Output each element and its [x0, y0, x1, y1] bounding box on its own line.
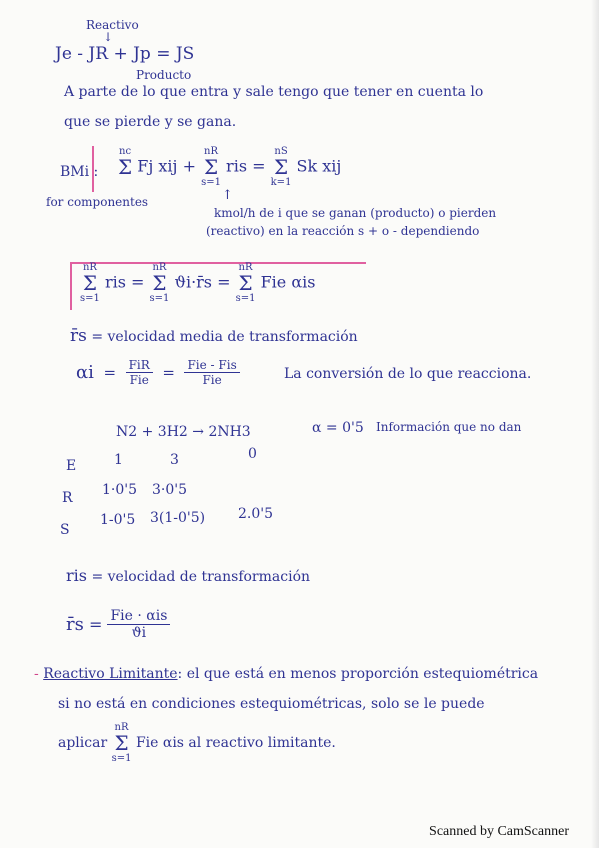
- bmi-plus: +: [182, 156, 196, 176]
- rate-term-1: ris: [104, 272, 126, 292]
- ris-definition: [66, 566, 310, 585]
- reaction-equation: N2 + 3H2 → 2NH3: [116, 424, 251, 440]
- paragraph-1-line-2: que se pierde y se gana.: [64, 114, 237, 130]
- bmi-equals: =: [252, 156, 266, 176]
- row-s-label: S: [60, 522, 70, 538]
- for-componentes-note: for componentes: [46, 195, 149, 209]
- row-e-c2: 3: [170, 452, 179, 468]
- reactivo-annotation: Reactivo: [86, 18, 139, 32]
- rate-term-2: ϑi·r̄s: [174, 272, 213, 292]
- ris-symbol: ris: [66, 566, 87, 585]
- row-r-c2: 3·0'5: [152, 482, 188, 498]
- down-arrow-icon: ↓: [103, 30, 114, 44]
- bmi-label: BMi :: [60, 164, 99, 180]
- row-e-label: E: [66, 458, 77, 474]
- bmi-note-line-2: (reactivo) en la reacción s + o - dependiendo: [206, 224, 480, 238]
- alpha-symbol: αi: [76, 362, 94, 383]
- reaction-info-note: Información que no dan: [376, 420, 522, 434]
- sum-1: nc Σ: [118, 146, 133, 179]
- rs-formula-symbol: r̄s: [66, 614, 84, 635]
- rate-equation: [80, 262, 315, 304]
- up-arrow-icon: ↑: [222, 188, 233, 203]
- reaction-alpha: α = 0'5: [312, 420, 364, 436]
- row-s-c2: 3(1-0'5): [150, 510, 206, 526]
- limitante-heading: Reactivo Limitante: [43, 666, 178, 682]
- scanner-watermark: Scanned by CamScanner: [429, 824, 569, 839]
- row-e-c3: 0: [248, 446, 257, 462]
- rate-eq-2: =: [217, 272, 231, 292]
- rs-formula-fraction: $\frac{\text{Fie · αis}}{ϑi}$: [107, 608, 170, 641]
- rate-sum-3: nR Σ s=1: [235, 262, 256, 304]
- row-r-label: R: [62, 490, 73, 506]
- alpha-definition: αi = $\frac{\text{FiR}}{\text{Fie}}$ = $\frac{\text{Fie - Fis}}{\text{Fie}}$: [76, 358, 240, 387]
- sum-2: nR Σ s=1: [201, 146, 221, 188]
- rs-definition-text: = velocidad media de transformación: [91, 329, 358, 345]
- page-edge-shadow: [591, 0, 599, 848]
- bmi-note-line-1: kmol/h de i que se ganan (producto) o pierden: [214, 206, 497, 220]
- limitante-aplicar: aplicar: [58, 735, 108, 751]
- row-s-c3: 2.0'5: [238, 506, 274, 522]
- limitante-line-2: si no está en condiciones estequiométricas, solo se le puede: [58, 696, 485, 712]
- limitante-line-3-rest: Fie αis al reactivo limitante.: [135, 735, 336, 751]
- sum-3: nS Σ k=1: [270, 146, 292, 188]
- balance-equation: Je - JR + Jp = JS: [55, 44, 195, 64]
- rate-eq-1: =: [131, 272, 145, 292]
- rate-sum-1: nR Σ s=1: [80, 262, 100, 304]
- row-e-c1: 1: [114, 452, 123, 468]
- rate-sum-2: nR Σ s=1: [149, 262, 170, 304]
- bmi-term-3: Sk xij: [296, 156, 342, 176]
- alpha-fraction-2: $\frac{\text{Fie - Fis}}{\text{Fie}}$: [184, 358, 239, 387]
- limitante-sum: nR Σ s=1: [111, 722, 132, 764]
- rs-formula-eq: =: [88, 615, 103, 634]
- rs-definition: [70, 326, 358, 346]
- rs-symbol: r̄s: [70, 326, 87, 346]
- row-r-c1: 1·0'5: [102, 482, 138, 498]
- conversion-note: La conversión de lo que reacciona.: [284, 366, 532, 382]
- ris-definition-text: = velocidad de transformación: [91, 569, 311, 585]
- limitante-line-1-rest: : el que está en menos proporción estequiométrica: [177, 666, 539, 682]
- limitante-bullet: -: [34, 666, 39, 682]
- producto-annotation: Producto: [136, 68, 192, 82]
- rs-formula: [66, 608, 170, 641]
- bmi-term-1: Fj xij: [137, 156, 178, 176]
- rate-term-3: Fie αis: [260, 272, 316, 292]
- limitante-line-3: [58, 722, 336, 764]
- paragraph-1-line-1: A parte de lo que entra y sale tengo que tener en cuenta lo: [64, 84, 484, 100]
- limitante-line-1: [34, 666, 538, 682]
- row-s-c1: 1-0'5: [100, 512, 136, 528]
- alpha-fraction-1: $\frac{\text{FiR}}{\text{Fie}}$: [126, 358, 153, 387]
- bmi-expression: [118, 146, 341, 188]
- bmi-term-2: ris: [226, 156, 248, 176]
